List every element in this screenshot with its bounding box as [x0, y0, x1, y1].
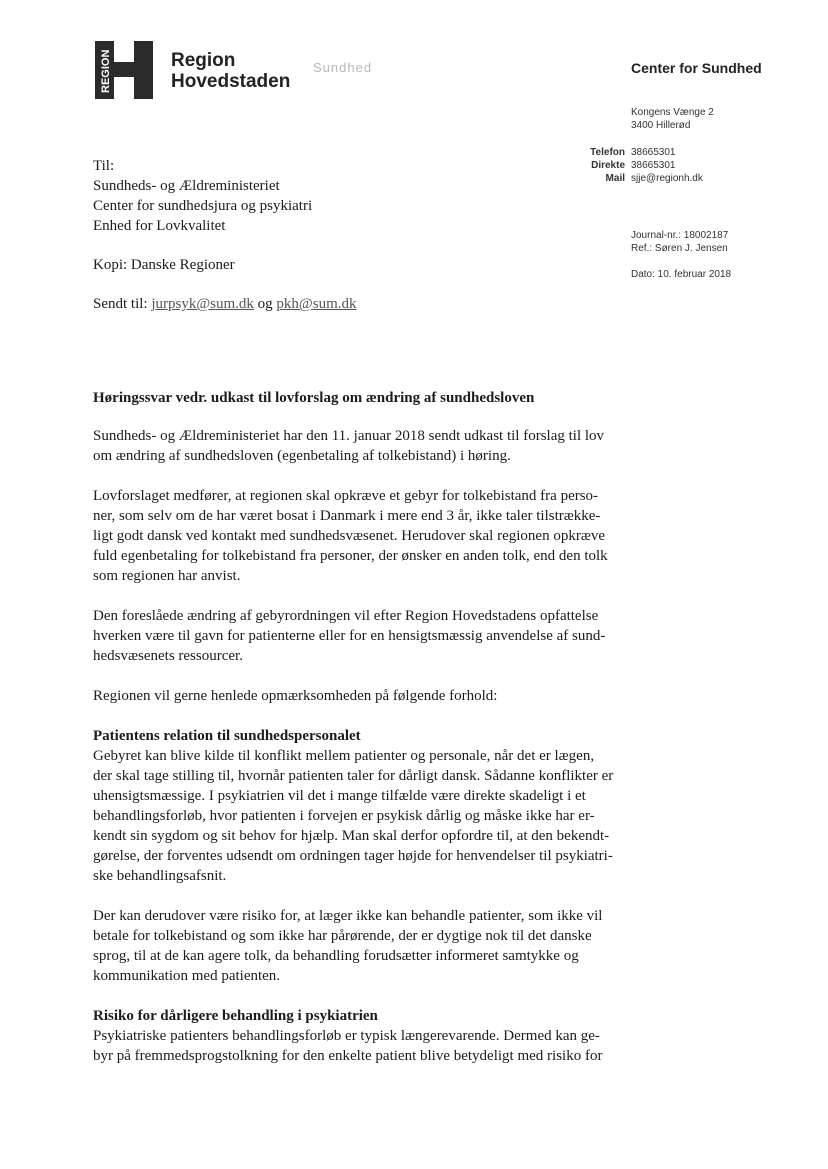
text-line: hedsvæsenets ressourcer.: [93, 648, 243, 664]
logo-wordmark: [171, 50, 290, 92]
copy-line: Kopi: Danske Regioner: [93, 257, 235, 273]
sender-address: [631, 106, 714, 132]
contact-label: Mail: [605, 173, 625, 184]
recipient-line: Enhed for Lovkvalitet: [93, 218, 226, 234]
text-line: Psykiatriske patienters behandlingsforløb er typisk længerevarende. Dermed kan ge-: [93, 1028, 600, 1044]
text-line: uhensigtsmæssige. I psykiatrien vil det i mange tilfælde være direkte skadeligt i et: [93, 788, 586, 804]
email-link-jurpsyk[interactable]: jurpsyk@sum.dk: [151, 296, 254, 312]
contact-label: Telefon: [590, 147, 625, 158]
paragraph: [93, 486, 633, 586]
recipient-block: [93, 156, 312, 236]
logo-line-1: Region: [171, 50, 236, 71]
logo-line-2: Hovedstaden: [171, 71, 291, 92]
text-line: Der kan derudover være risiko for, at læger ikke kan behandle patienter, som ikke vil: [93, 908, 603, 924]
region-h-logo-icon: [95, 41, 153, 99]
recipient-line: Til:: [93, 158, 115, 174]
contact-block: [545, 146, 703, 185]
email-link-pkh[interactable]: pkh@sum.dk: [276, 296, 357, 312]
text-line: fuld egenbetaling for tolkebistand fra personer, der ønsker en anden tolk, end den tolk: [93, 548, 608, 564]
contact-row-direct: [545, 159, 703, 172]
reference-person: Ref.: Søren J. Jensen: [631, 243, 728, 254]
paragraph: [93, 906, 633, 986]
paragraph: [93, 606, 633, 666]
text-line: betale for tolkebistand og som ikke har pårørende, der er dygtige nok til det danske: [93, 928, 592, 944]
journal-number: Journal-nr.: 18002187: [631, 230, 729, 241]
contact-value: 38665301: [631, 160, 676, 171]
text-line: Sundheds- og Ældreministeriet har den 11. januar 2018 sendt udkast til forslag til lov: [93, 428, 605, 444]
paragraph: [93, 426, 633, 466]
text-line: om ændring af sundhedsloven (egenbetaling af tolkebistand) i høring.: [93, 448, 511, 464]
section-heading: Patientens relation til sundhedspersonalet: [93, 728, 361, 744]
section-heading: Risiko for dårligere behandling i psykiatrien: [93, 1008, 378, 1024]
paragraph: [93, 1026, 633, 1066]
sent-to-og: og: [257, 296, 273, 312]
recipient-line: Center for sundhedsjura og psykiatri: [93, 198, 313, 214]
paragraph: [93, 746, 633, 886]
letter-subject: Høringssvar vedr. udkast til lovforslag om ændring af sundhedsloven: [93, 390, 535, 406]
reference-block: [631, 229, 728, 255]
contact-value: 38665301: [631, 147, 676, 158]
paragraph: [93, 686, 633, 706]
contact-label: Direkte: [591, 160, 625, 171]
contact-value: sjje@regionh.dk: [631, 173, 703, 184]
text-line: kendt sin sygdom og sit behov for hjælp. Man skal derfor opfordre til, at den bekendt-: [93, 828, 610, 844]
recipient-line: Sundheds- og Ældreministeriet: [93, 178, 280, 194]
letter-body: [93, 388, 633, 1086]
text-line: ligt godt dansk ved kontakt med sundhedsvæsenet. Herudover skal regionen opkræve: [93, 528, 605, 544]
text-line: sprog, til at de kan agere tolk, da behandling forudsætter informeret samtykke og: [93, 948, 579, 964]
sender-unit: Center for Sundhed: [631, 60, 762, 76]
text-line: Lovforslaget medfører, at regionen skal opkræve et gebyr for tolkebistand fra perso-: [93, 488, 599, 504]
text-line: ske behandlingsafsnit.: [93, 868, 227, 884]
text-line: der skal tage stilling til, hvornår patienten taler for dårligt dansk. Sådanne konflikter er: [93, 768, 614, 784]
text-line: gørelse, der forventes udsendt om ordningen tager højde for henvendelser til psykiatri-: [93, 848, 613, 864]
faint-stamp: Sundhed: [313, 60, 373, 75]
address-line-2: 3400 Hillerød: [631, 120, 691, 131]
sent-to-label: Sendt til:: [93, 296, 148, 312]
address-line-1: Kongens Vænge 2: [631, 107, 714, 118]
text-line: hverken være til gavn for patienterne eller for en hensigtsmæssig anvendelse af sund-: [93, 628, 606, 644]
contact-row-phone: [545, 146, 703, 159]
text-line: Gebyret kan blive kilde til konflikt mellem patienter og personale, når det er lægen,: [93, 748, 595, 764]
text-line: byr på fremmedsprogstolkning for den enkelte patient blive betydeligt med risiko for: [93, 1048, 603, 1064]
sent-to-line: [93, 294, 357, 314]
logo-vertical-word: REGION: [100, 49, 112, 93]
text-line: Regionen vil gerne henlede opmærksomheden på følgende forhold:: [93, 688, 498, 704]
text-line: ner, som selv om de har været bosat i Danmark i mere end 3 år, ikke taler tilstrække-: [93, 508, 601, 524]
text-line: behandlingsforløb, hvor patienten i forvejen er psykisk dårlig og måske ikke har er-: [93, 808, 595, 824]
text-line: kommunikation med patienten.: [93, 968, 281, 984]
letter-date: Dato: 10. februar 2018: [631, 269, 732, 280]
text-line: som regionen har anvist.: [93, 568, 241, 584]
contact-row-mail: [545, 172, 703, 185]
text-line: Den foreslåede ændring af gebyrordningen vil efter Region Hovedstadens opfattelse: [93, 608, 599, 624]
